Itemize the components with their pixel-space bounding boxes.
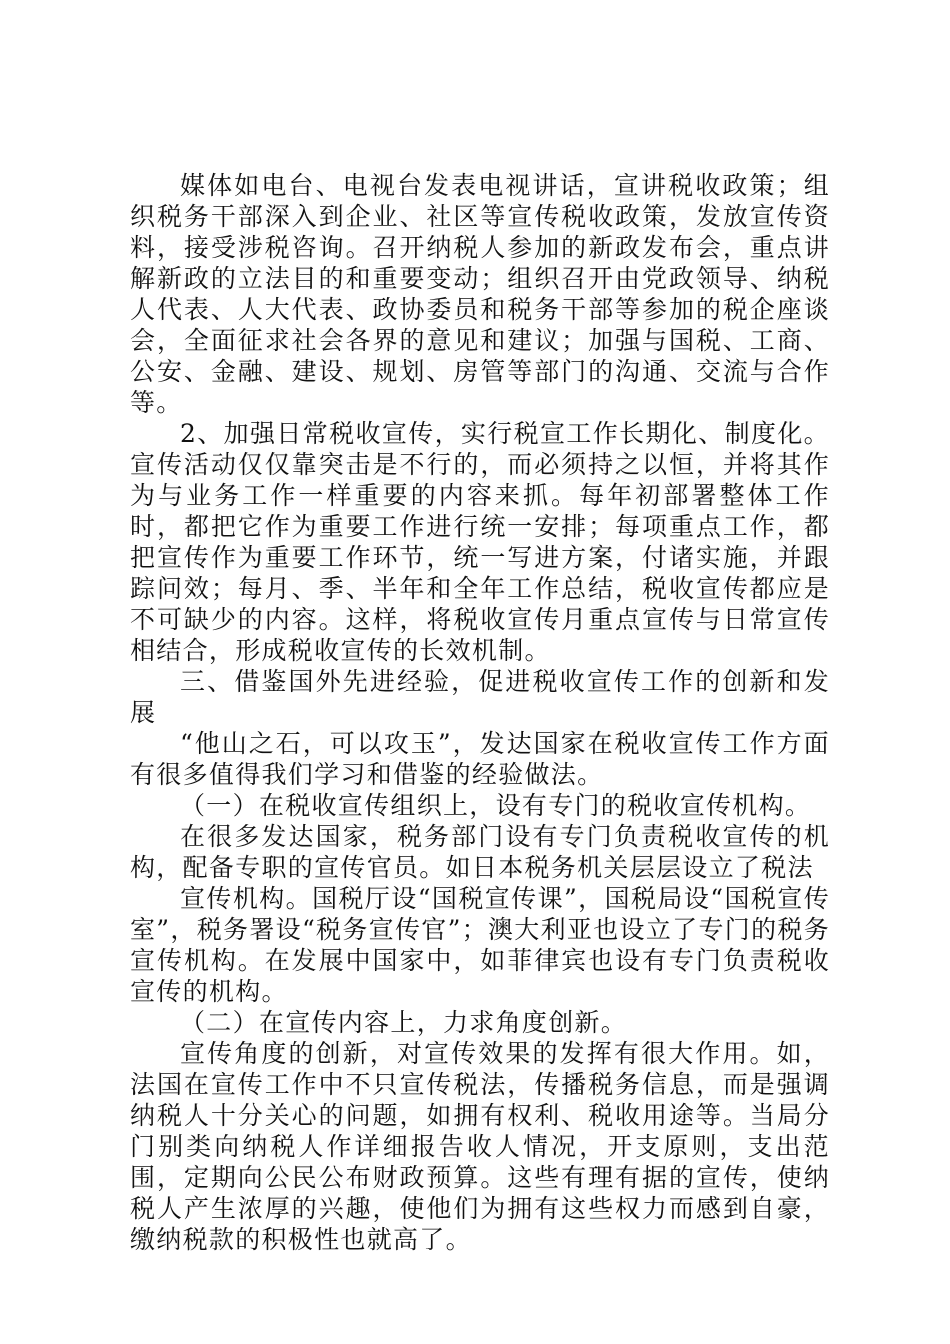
paragraph-media-outreach: 媒体如电台、电视台发表电视讲话，宣讲税收政策；组织税务干部深入到企业、社区等宣传税收政策，发放宣传资料，接受涉税咨询。召开纳税人参加的新政发布会，重点讲解新政的立法目的和重要变动；组织召开由党政领导、纳税人代表、人大代表、政协委员和税务干部等参加的税企座谈会，全面征求社会各界的意见和建议；加强与国税、工商、公安、金融、建设、规划、房管等部门的沟通、交流与合作等。 xyxy=(130,171,830,417)
paragraph-france-example: 宣传角度的创新，对宣传效果的发挥有很大作用。如，法国在宣传工作中不只宣传税法，传播税务信息，而是强调纳税人十分关心的问题，如拥有权利、税收用途等。当局分门别类向纳税人作详细报告收人情况，开支原则，支出范围，定期向公民公布财政预算。这些有理有据的宣传，使纳税人产生浓厚的兴趣，使他们为拥有这些权力而感到自豪，缴纳税款的积极性也就高了。 xyxy=(130,1039,830,1254)
paragraph-learn-from-others: “他山之石，可以攻玉”，发达国家在税收宣传工作方面有很多值得我们学习和借鉴的经验做法。 xyxy=(130,729,830,789)
subheading-content-innovation: （二）在宣传内容上，力求角度创新。 xyxy=(180,1008,628,1037)
paragraph-daily-publicity: 2、加强日常税收宣传，实行税宣工作长期化、制度化。宣传活动仅仅靠突击是不行的，而必须持之以恒，并将其作为与业务工作一样重要的内容来抓。每年初部署整体工作时，都把它作为重要工作进行统一安排；每项重点工作，都把宣传作为重要工作环节，统一写进方案，付诸实施，并跟踪问效；每月、季、半年和全年工作总结，税收宣传都应是不可缺少的内容。这样，将税收宣传月重点宣传与日常宣传相结合，形成税收宣传的长效机制。 xyxy=(130,419,830,665)
document-body xyxy=(130,170,830,1255)
paragraph-dedicated-agencies: 在很多发达国家，税务部门设有专门负责税收宣传的机构，配备专职的宣传官员。如日本税务机关层层设立了税法 xyxy=(130,822,830,882)
subheading-organization: （一）在税收宣传组织上，设有专门的税收宣传机构。 xyxy=(180,791,812,820)
section-heading-foreign-experience: 三、借鉴国外先进经验，促进税收宣传工作的创新和发展 xyxy=(130,667,830,727)
paragraph-japan-example: 宣传机构。国税厅设“国税宣传课”，国税局设“国税宣传室”，税务署设“税务宣传官”；澳大利亚也设立了专门的税务宣传机构。在发展中国家中，如菲律宾也设有专门负责税收宣传的机构。 xyxy=(130,884,830,1006)
